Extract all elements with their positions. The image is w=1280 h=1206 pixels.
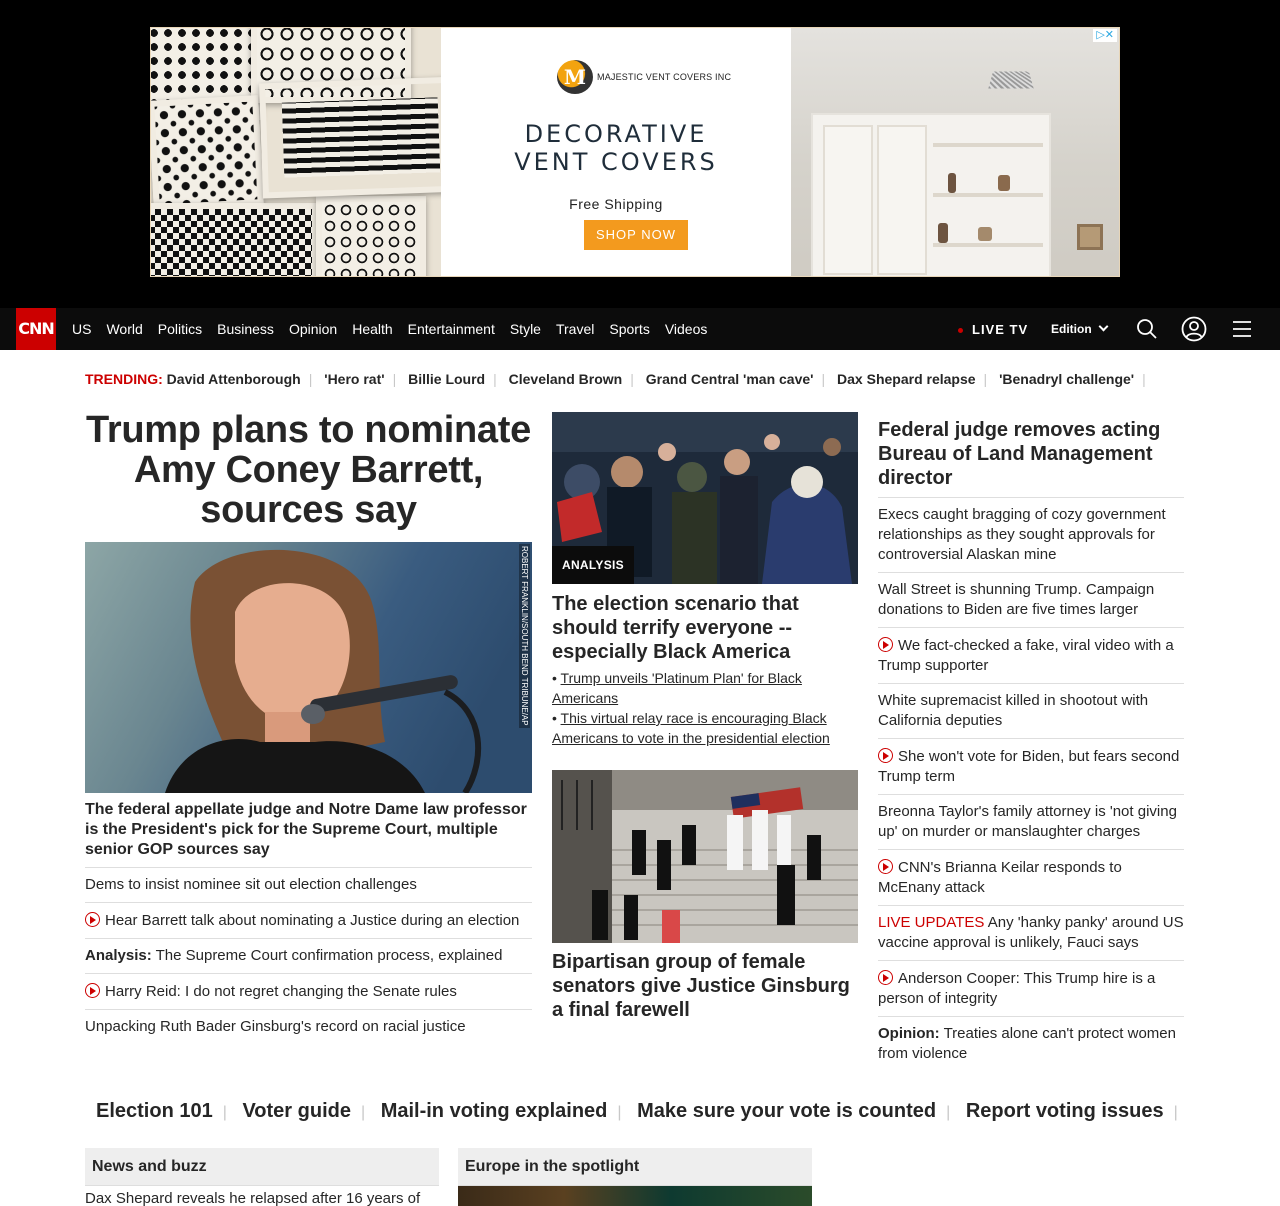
list-item[interactable]: Harry Reid: I do not regret changing the Senate rules — [85, 973, 532, 1009]
list-item[interactable]: Breonna Taylor's family attorney is 'not giving up' on murder or manslaughter charges — [878, 794, 1184, 849]
trending-bar: TRENDING: David Attenborough | 'Hero rat' | Billie Lourd | Cleveland Brown | Grand Central 'man cave' | Dax Shepard relapse | 'Benadryl challenge' | — [85, 371, 1146, 387]
blm-director-headline[interactable]: Federal judge removes acting Bureau of Land Management director — [878, 419, 1161, 489]
list-item[interactable]: Hear Barrett talk about nominating a Justice during an election — [85, 902, 532, 938]
election-scenario-headline[interactable]: The election scenario that should terrify everyone -- especially Black America — [552, 593, 799, 663]
ginsburg-farewell-headline[interactable]: Bipartisan group of female senators give Justice Ginsburg a final farewell — [552, 951, 850, 1021]
news-and-buzz-header[interactable]: News and buzz — [85, 1148, 439, 1186]
top-navigation — [0, 308, 1280, 350]
trending-item[interactable]: Cleveland Brown — [508, 371, 623, 387]
lead-story-image[interactable] — [85, 542, 532, 793]
ad-room-photo[interactable] — [791, 28, 1120, 277]
sub-link[interactable]: • Trump unveils 'Platinum Plan' for Black Americans — [552, 670, 802, 706]
chevron-down-icon — [1098, 322, 1108, 332]
europe-spotlight-image[interactable] — [458, 1186, 812, 1206]
menu-icon[interactable] — [1229, 316, 1255, 342]
image-credit: ROBERT FRANKLIN/SOUTH BEND TRIBUNE/AP — [520, 546, 529, 726]
play-video-icon — [878, 970, 893, 985]
account-icon[interactable] — [1181, 316, 1207, 342]
nav-link-sports[interactable]: Sports — [609, 321, 650, 337]
nav-link-us[interactable]: US — [72, 321, 92, 337]
ad-logo-mark: M — [557, 60, 593, 94]
election-link[interactable]: Voter guide — [242, 1100, 351, 1122]
election-link[interactable]: Mail-in voting explained — [380, 1100, 608, 1122]
analysis-tag: ANALYSIS — [552, 546, 634, 584]
list-item[interactable]: Anderson Cooper: This Trump hire is a person of integrity — [878, 960, 1184, 1016]
play-video-icon — [878, 748, 893, 763]
cnn-logo[interactable]: CNN — [16, 308, 56, 350]
list-item[interactable]: Dems to insist nominee sit out election challenges — [85, 867, 532, 902]
nav-links — [72, 308, 722, 350]
ad-brand-name: MAJESTIC VENT COVERS INC — [597, 72, 732, 82]
trending-item[interactable]: 'Benadryl challenge' — [999, 371, 1135, 387]
live-updates-kicker: LIVE UPDATES — [878, 914, 985, 931]
europe-spotlight-header[interactable]: Europe in the spotlight — [458, 1148, 812, 1186]
trending-item[interactable]: Billie Lourd — [408, 371, 486, 387]
opinion-kicker: Opinion: — [878, 1025, 940, 1042]
trending-item[interactable]: Dax Shepard relapse — [837, 371, 976, 387]
right-news-list — [878, 497, 1184, 1071]
trending-item[interactable]: 'Hero rat' — [324, 371, 385, 387]
live-dot-icon — [958, 328, 963, 333]
live-tv-button[interactable] — [958, 308, 1028, 350]
nav-link-politics[interactable]: Politics — [157, 321, 203, 337]
election-links-bar: Election 101 | Voter guide | Mail-in voting explained | Make sure your vote is counted | Report voting issues | — [96, 1100, 1178, 1122]
nav-link-world[interactable]: World — [106, 321, 143, 337]
list-item[interactable]: Wall Street is shunning Trump. Campaign donations to Biden are five times larger — [878, 572, 1184, 627]
play-video-icon — [878, 859, 893, 874]
ad-banner-area — [0, 0, 1280, 308]
live-tv-label: LIVE TV — [972, 322, 1029, 337]
list-item[interactable]: She won't vote for Biden, but fears second Trump term — [878, 738, 1184, 794]
lead-related-list — [85, 867, 532, 1044]
list-item[interactable]: White supremacist killed in shootout with California deputies — [878, 683, 1184, 738]
ad-shop-now-button[interactable]: SHOP NOW — [584, 220, 688, 250]
nav-link-style[interactable]: Style — [509, 321, 541, 337]
lead-summary[interactable]: The federal appellate judge and Notre Dame law professor is the President's pick for the Supreme Court, multiple senior GOP sources say — [85, 801, 527, 858]
play-video-icon — [878, 637, 893, 652]
list-item[interactable]: Analysis: The Supreme Court confirmation process, explained — [85, 938, 532, 973]
list-item[interactable]: Execs caught bragging of cozy government relationships as they sought approvals for controversial Alaskan mine — [878, 497, 1184, 572]
sub-link[interactable]: • This virtual relay race is encouraging Black Americans to vote in the presidential election — [552, 710, 830, 746]
ad-headline-line1: DECORATIVE — [524, 120, 708, 148]
trending-item[interactable]: Grand Central 'man cave' — [645, 371, 814, 387]
list-item[interactable]: CNN's Brianna Keilar responds to McEnany attack — [878, 849, 1184, 905]
news-buzz-first-item[interactable]: Dax Shepard reveals he relapsed after 16 years of — [85, 1190, 421, 1206]
ad-headline-line2: VENT COVERS — [514, 148, 718, 176]
nav-link-opinion[interactable]: Opinion — [288, 321, 338, 337]
story-sub-links — [552, 668, 858, 748]
play-video-icon — [85, 912, 100, 927]
trending-item[interactable]: David Attenborough — [166, 371, 301, 387]
nav-link-business[interactable]: Business — [217, 321, 274, 337]
ad-vent-collage-image[interactable] — [151, 28, 441, 277]
ad-shipping-text: Free Shipping — [569, 196, 663, 212]
trending-label: TRENDING: — [85, 371, 163, 387]
advertisement[interactable] — [150, 27, 1120, 277]
list-item[interactable]: LIVE UPDATES Any 'hanky panky' around US vaccine approval is unlikely, Fauci says — [878, 905, 1184, 960]
edition-label: Edition — [1051, 322, 1092, 336]
ginsburg-farewell-image[interactable] — [552, 770, 858, 943]
lead-headline[interactable]: Trump plans to nominate Amy Coney Barrett, sources say — [86, 409, 531, 531]
election-link[interactable]: Make sure your vote is counted — [637, 1100, 937, 1122]
election-link[interactable]: Election 101 — [96, 1100, 213, 1122]
nav-link-entertainment[interactable]: Entertainment — [407, 321, 495, 337]
ad-brand-logo — [557, 60, 731, 94]
edition-dropdown[interactable] — [1051, 308, 1107, 350]
search-icon[interactable] — [1134, 316, 1160, 342]
nav-link-travel[interactable]: Travel — [555, 321, 595, 337]
nav-link-health[interactable]: Health — [352, 321, 393, 337]
list-item[interactable]: Opinion: Treaties alone can't protect women from violence — [878, 1016, 1184, 1071]
protest-image[interactable] — [552, 412, 858, 584]
list-item[interactable]: We fact-checked a fake, viral video with a Trump supporter — [878, 627, 1184, 683]
nav-link-videos[interactable]: Videos — [664, 321, 708, 337]
ad-copy[interactable] — [441, 28, 791, 277]
election-link[interactable]: Report voting issues — [965, 1100, 1164, 1122]
analysis-kicker: Analysis: — [85, 947, 152, 964]
ad-headline — [441, 120, 791, 176]
list-item[interactable]: Unpacking Ruth Bader Ginsburg's record on racial justice — [85, 1009, 532, 1044]
play-video-icon — [85, 983, 100, 998]
ad-choices-icon[interactable]: ▷✕ — [1093, 29, 1117, 42]
